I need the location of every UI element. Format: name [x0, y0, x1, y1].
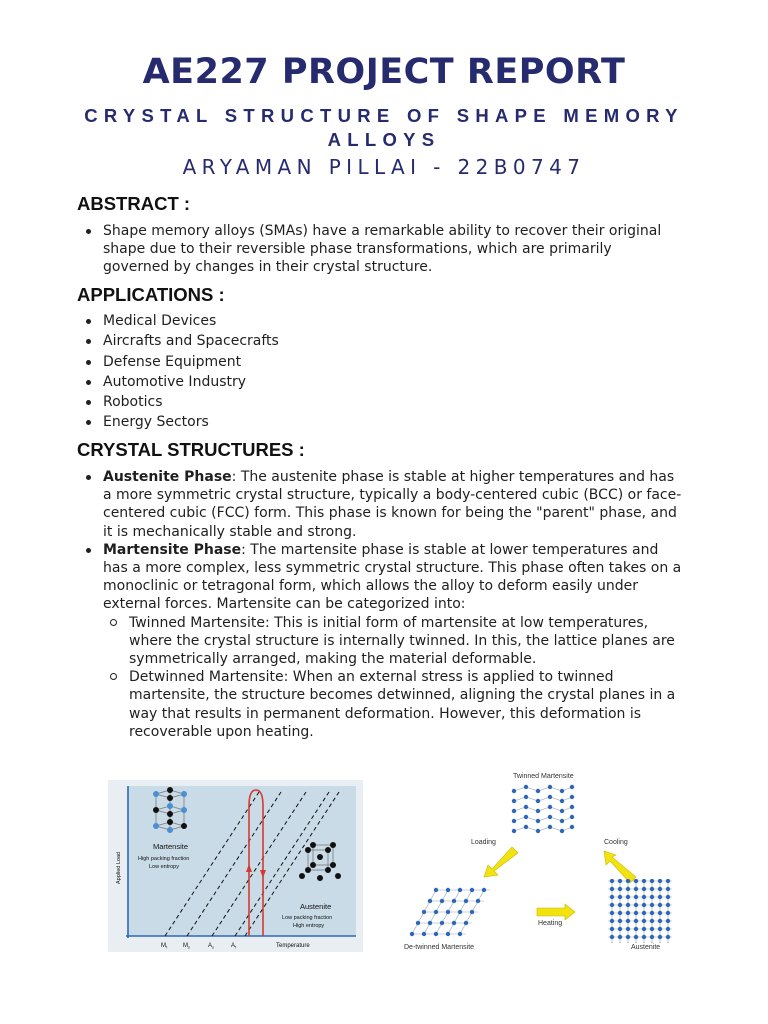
detwinned-lattice [410, 888, 490, 936]
x-axis-label: Temperature [276, 943, 310, 949]
cooling-label: Cooling [604, 839, 628, 846]
martensite-term: Martensite Phase [103, 541, 242, 558]
austenite-item [77, 468, 682, 541]
phase-diagram-figure [108, 780, 363, 952]
martensite-lattice-icon [153, 787, 187, 833]
martensite-desc-1: High packing fraction [138, 856, 190, 862]
list-item: Robotics [77, 392, 682, 412]
transformation-cycle-figure [400, 765, 690, 958]
abstract-heading: ABSTRACT : [77, 193, 191, 214]
list-item: Energy Sectors [77, 412, 682, 432]
list-item: Automotive Industry [77, 372, 682, 392]
twinned-label: Twinned Martensite [513, 773, 574, 780]
applications-list [77, 311, 682, 433]
list-item: Defense Equipment [77, 352, 682, 372]
martensite-text: : The martensite phase is stable at lower temperatures and has a more complex, less symmetric crystal structure. This phase often takes on a monoclinic or tetragonal form, which allows the alloy to deform easily under external forces. Martensite can be categorized into: [103, 541, 682, 613]
detwinned-item: Detwinned Martensite: When an external stress is applied to twinned martensite, the structure becomes detwinned, aligning the crystal planes in a way that results in permanent deformation. However, this deformation is recoverable upon heating. [103, 668, 682, 741]
abstract-list [77, 222, 682, 277]
austenite-desc-1: Low packing fraction [282, 915, 333, 921]
detwinned-label: De-twinned Martensite [404, 944, 475, 951]
crystal-list [77, 468, 682, 741]
austenite-cycle-label: Austenite [631, 944, 661, 951]
heating-arrow [537, 904, 575, 920]
twinned-item: Twinned Martensite: This is initial form of martensite at low temperatures, where the crystal structure is internally twinned. In this, the lattice planes are symmetrically arranged, making the material deformable. [103, 614, 682, 669]
crystal-structures-heading: CRYSTAL STRUCTURES : [77, 439, 305, 460]
austenite-lattice [608, 879, 672, 943]
abstract-text: Shape memory alloys (SMAs) have a remarkable ability to recover their original shape due to their reversible phase transformations, which are primarily governed by changes in their crystal structure. [77, 222, 682, 277]
tick-label-ms: $M_s$ [183, 943, 190, 950]
author-line: ARYAMAN PILLAI - 22B0747 [182, 155, 586, 179]
heating-label: Heating [538, 920, 563, 927]
cooling-arrow [604, 851, 636, 883]
martensite-label: Martensite [153, 842, 189, 851]
report-title: AE227 PROJECT REPORT [142, 52, 626, 92]
list-item: Aircrafts and Spacecrafts [77, 331, 682, 351]
tick-label-af: $A_f$ [231, 943, 237, 950]
report-subtitle: CRYSTAL STRUCTURE OF SHAPE MEMORY ALLOYS [84, 105, 684, 150]
list-item: Medical Devices [77, 311, 682, 331]
applications-heading: APPLICATIONS : [77, 284, 225, 305]
austenite-label: Austenite [300, 902, 332, 911]
loading-arrow [484, 847, 518, 877]
tick-label-mf: $M_f$ [161, 943, 168, 950]
martensite-desc-2: Low entropy [149, 864, 179, 870]
martensite-item [77, 541, 682, 741]
loading-label: Loading [471, 839, 496, 846]
y-axis-label: Applied Load [116, 851, 122, 884]
twinned-lattice [512, 785, 574, 833]
martensite-sublist [103, 614, 682, 741]
austenite-desc-2: High entropy [293, 923, 325, 929]
austenite-term: Austenite Phase [103, 469, 232, 485]
austenite-text: : The austenite phase is stable at higher temperatures and has a more symmetric crystal structure, typically a body-centered cubic (BCC) or face-centered cubic (FCC) form. This phase is known for being the "parent" phase, and it is mechanically stable and strong. [103, 469, 682, 540]
tick-label-as: $A_s$ [208, 943, 215, 950]
